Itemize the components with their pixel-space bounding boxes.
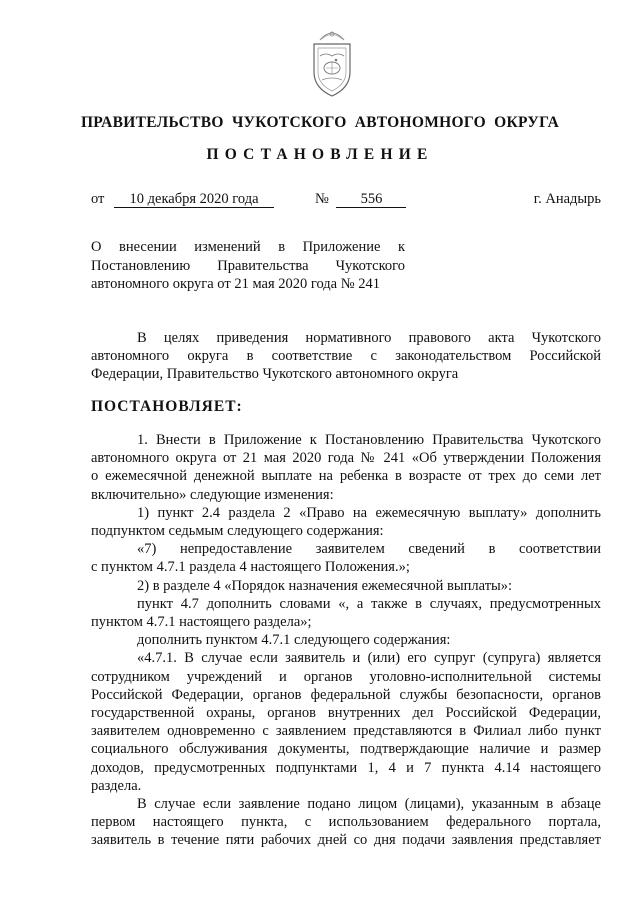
body-line: пункт 4.7 дополнить словами «, а также в случаях, предусмотренных <box>137 595 601 612</box>
resolves-heading: ПОСТАНОВЛЯЕТ: <box>91 398 243 415</box>
subject-line: автономного округа от 21 мая 2020 года № 241 <box>91 276 380 292</box>
body-line: подпунктом седьмым следующего содержания: <box>91 523 384 540</box>
preamble-block <box>91 329 601 384</box>
body-line: заявитель в течение пяти рабочих дней со дня подачи заявления представляет <box>91 832 601 849</box>
body-line: дополнить пунктом 4.7.1 следующего содержания: <box>137 632 451 649</box>
body-line: доходов, предусмотренных подпунктами 1, 4 и 7 пункта 4.14 настоящего <box>91 759 601 776</box>
body-line: о ежемесячной денежной выплате на ребенка в возрасте от трех до семи лет <box>91 468 601 485</box>
body-line: «4.7.1. В случае если заявитель и (или) его супруг (супруга) является <box>137 650 601 667</box>
body-line: автономного округа от 21 мая 2020 года № 241 «Об утверждении Положения <box>91 450 601 467</box>
main-text <box>91 431 601 850</box>
body-line: 2) в разделе 4 «Порядок назначения ежемесячной выплаты»: <box>137 577 513 594</box>
date-prefix: от <box>91 191 105 207</box>
body-line: пунктом 4.7.1 настоящего раздела»; <box>91 614 312 631</box>
organization-title: ПРАВИТЕЛЬСТВО ЧУКОТСКОГО АВТОНОМНОГО ОКРУГА <box>80 114 560 131</box>
preamble-line: В целях приведения нормативного правового акта Чукотского <box>137 330 601 346</box>
body-line: 1) пункт 2.4 раздела 2 «Право на ежемесячную выплату» дополнить <box>137 504 601 521</box>
preamble-line: автономного округа в соответствие с законодательством Российской <box>91 348 601 365</box>
subject-line: О внесении изменений в Приложение к <box>91 239 405 255</box>
body-line: «7) непредоставление заявителем сведений в соответствии <box>137 541 601 558</box>
preamble-line: Федерации, Правительство Чукотского автономного округа <box>91 366 459 383</box>
body-line: заявителем одновременно с заявлением представляются в Филиал либо пункт <box>91 723 601 740</box>
number-value: 556 <box>336 191 406 208</box>
body-line: сотрудником учреждений и органов уголовно-исполнительной системы <box>91 668 601 685</box>
subject-block <box>91 238 405 294</box>
body-line: включительно» следующие изменения: <box>91 486 334 503</box>
body-line: с пунктом 4.7.1 раздела 4 настоящего Положения.»; <box>91 559 410 576</box>
number-field <box>315 190 406 208</box>
city-label: г. Анадырь <box>533 191 601 207</box>
body-line: социального обслуживания документы, подтверждающие наличие и размер <box>91 741 601 758</box>
body-line: раздела. <box>91 777 142 794</box>
subject-line: Постановлению Правительства Чукотского <box>91 257 405 274</box>
body-line: В случае если заявление подано лицом (лицами), указанным в абзаце <box>137 796 601 813</box>
body-line: государственной охраны, органов внутренних дел Российской Федерации, <box>91 705 601 722</box>
body-line: 1. Внести в Приложение к Постановлению Правительства Чукотского <box>137 432 601 448</box>
coat-of-arms-emblem <box>306 22 358 104</box>
date-field <box>91 190 274 208</box>
document-type-title: ПОСТАНОВЛЕНИЕ <box>206 146 434 163</box>
date-value: 10 декабря 2020 года <box>114 191 274 208</box>
body-line: Российской Федерации, органов федеральной службы безопасности, органов <box>91 686 601 703</box>
body-line: первом настоящего пункта, с использованием федерального портала, <box>91 814 601 831</box>
number-prefix: № <box>315 191 329 207</box>
